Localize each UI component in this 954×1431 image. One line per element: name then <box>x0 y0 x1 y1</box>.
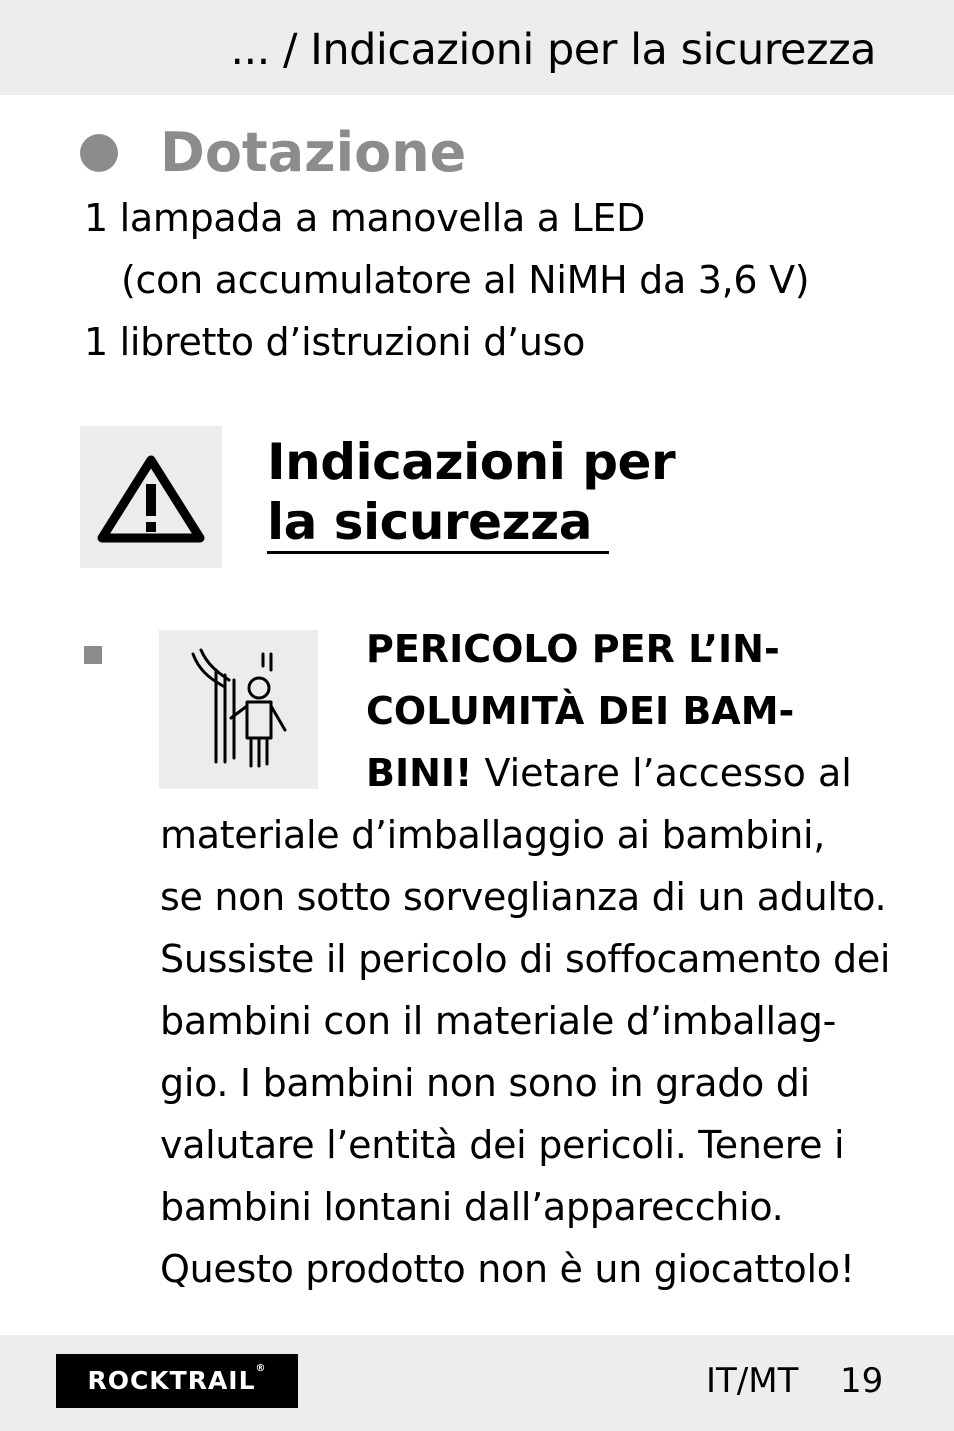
title-underline <box>267 551 609 554</box>
section-bullet-icon <box>80 134 118 172</box>
child-hazard-icon <box>159 630 318 789</box>
contents-item: 1 libretto d’istruzioni d’uso <box>84 320 586 364</box>
page-number: 19 <box>840 1361 884 1401</box>
warning-text-line: Sussiste il pericolo di soffocamento dei <box>160 937 891 981</box>
contents-item-note: (con accumulatore al NiMH da 3,6 V) <box>121 258 810 302</box>
running-header: ... / Indicazioni per la sicurezza <box>230 25 876 75</box>
warning-text-line: bambini lontani dall’apparecchio. <box>160 1185 784 1229</box>
warning-text-line: materiale d’imballaggio ai bambini, <box>160 813 826 857</box>
warning-text-start: Vietare l’accesso al <box>472 751 852 795</box>
brand-registered-mark: ® <box>255 1363 267 1374</box>
square-bullet-icon <box>84 646 102 664</box>
warning-text-line: Questo prodotto non è un giocattolo! <box>160 1247 855 1291</box>
warning-triangle-icon <box>80 426 222 568</box>
contents-item: 1 lampada a manovella a LED <box>84 196 646 240</box>
warning-text-line: bambini con il materiale d’imballag- <box>160 999 837 1043</box>
warning-heading-end: BINI! <box>366 751 473 795</box>
section-title-safety-line1: Indicazioni per <box>267 433 676 491</box>
section-title-dotazione: Dotazione <box>160 121 467 184</box>
brand-logo-text: ROCKTRAIL <box>87 1366 256 1395</box>
brand-logo <box>56 1354 298 1408</box>
warning-text-line: se non sotto sorveglianza di un adulto. <box>160 875 887 919</box>
warning-heading-line3 <box>366 742 852 804</box>
warning-heading-line2: COLUMITÀ DEI BAM- <box>366 689 795 733</box>
section-title-safety-line2: la sicurezza <box>267 493 592 551</box>
language-code: IT/MT <box>706 1361 799 1401</box>
warning-text-line: valutare l’entità dei pericoli. Tenere i <box>160 1123 845 1167</box>
warning-text-line: gio. I bambini non sono in grado di <box>160 1061 810 1105</box>
warning-heading-line1: PERICOLO PER L’IN- <box>366 627 780 671</box>
